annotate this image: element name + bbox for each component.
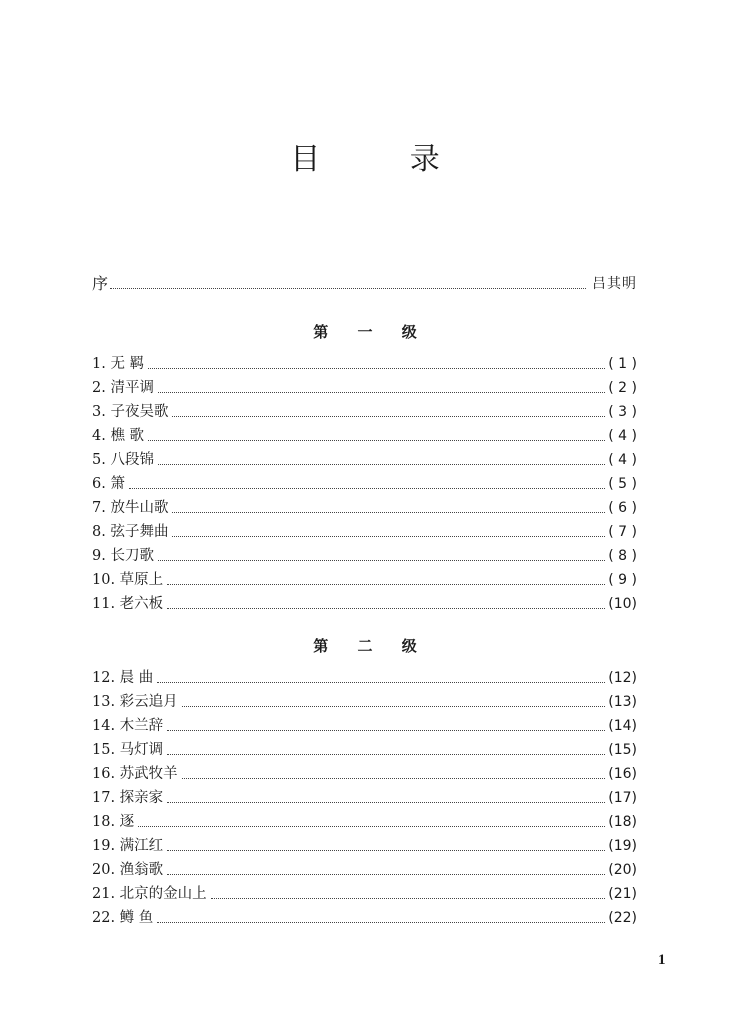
dot-leader (172, 416, 605, 417)
toc-entry[interactable] (92, 568, 637, 592)
toc-entry[interactable] (92, 810, 637, 834)
toc-entry-page: ( 5 ) (608, 476, 637, 492)
toc-entry-title: 7. 放牛山歌 (92, 500, 169, 516)
toc-entry-page: (12) (608, 670, 637, 686)
toc-entry[interactable] (92, 352, 637, 376)
toc-entry-page: (14) (608, 718, 637, 734)
toc-entry[interactable] (92, 906, 637, 930)
toc-entry[interactable] (92, 520, 637, 544)
preface-label: 序 (92, 274, 109, 293)
toc-entry-page: ( 1 ) (608, 356, 637, 372)
toc-entry[interactable] (92, 472, 637, 496)
toc-entry[interactable] (92, 882, 637, 906)
toc-entry-page: (16) (608, 766, 637, 782)
dot-leader (167, 730, 605, 731)
dot-leader (157, 922, 605, 923)
toc-entry[interactable] (92, 762, 637, 786)
toc-entry-title: 3. 子夜吴歌 (92, 404, 169, 420)
toc-entry-page: ( 4 ) (608, 452, 637, 468)
toc-entry-page: (20) (608, 862, 637, 878)
dot-leader (138, 826, 605, 827)
toc-entry-title: 6. 箫 (92, 476, 125, 492)
toc-entry[interactable] (92, 714, 637, 738)
dot-leader (167, 608, 605, 609)
toc-entry-title: 12. 晨 曲 (92, 670, 154, 686)
page-title: 目 录 (290, 142, 480, 177)
toc-entry-page: ( 8 ) (608, 548, 637, 564)
toc-entry[interactable] (92, 858, 637, 882)
toc-entry-title: 5. 八段锦 (92, 452, 154, 468)
toc-entry-page: (15) (608, 742, 637, 758)
dot-leader (211, 898, 606, 899)
page-number: 1 (658, 952, 666, 968)
toc-entry-page: (13) (608, 694, 637, 710)
section-heading-level-1: 第 一 级 (313, 323, 429, 341)
dot-leader (158, 392, 605, 393)
toc-entry-title: 2. 清平调 (92, 380, 154, 396)
dot-leader (172, 536, 605, 537)
toc-entry-title: 1. 无 羁 (92, 356, 145, 372)
dot-leader (167, 850, 605, 851)
dot-leader (167, 802, 605, 803)
toc-entry[interactable] (92, 834, 637, 858)
toc-entry[interactable] (92, 786, 637, 810)
toc-entry[interactable] (92, 592, 637, 616)
toc-entry-title: 8. 弦子舞曲 (92, 524, 169, 540)
toc-entry-page: (19) (608, 838, 637, 854)
toc-entry-page: (21) (608, 886, 637, 902)
dot-leader (172, 512, 605, 513)
preface-author: 吕其明 (592, 276, 637, 292)
toc-entry-title: 18. 逐 (92, 814, 135, 830)
dot-leader (167, 874, 605, 875)
dot-leader (148, 440, 605, 441)
toc-entry-page: ( 4 ) (608, 428, 637, 444)
toc-entry-page: (22) (608, 910, 637, 926)
dot-leader (167, 754, 605, 755)
dot-leader (110, 288, 586, 289)
toc-entry[interactable] (92, 666, 637, 690)
dot-leader (129, 488, 605, 489)
section-heading-level-2: 第 二 级 (313, 637, 429, 655)
toc-entry-title: 9. 长刀歌 (92, 548, 154, 564)
toc-entry-page: ( 3 ) (608, 404, 637, 420)
toc-entry-page: (17) (608, 790, 637, 806)
toc-entry-title: 15. 马灯调 (92, 742, 164, 758)
dot-leader (182, 778, 606, 779)
toc-entry[interactable] (92, 400, 637, 424)
dot-leader (182, 706, 606, 707)
toc-entry[interactable] (92, 544, 637, 568)
toc-entry[interactable] (92, 690, 637, 714)
toc-entry-title: 13. 彩云追月 (92, 694, 178, 710)
toc-preface-row[interactable] (92, 272, 637, 296)
toc-entry-title: 4. 樵 歌 (92, 428, 145, 444)
toc-entry[interactable] (92, 424, 637, 448)
toc-entry[interactable] (92, 376, 637, 400)
toc-entry-page: (18) (608, 814, 637, 830)
dot-leader (148, 368, 605, 369)
dot-leader (158, 464, 605, 465)
toc-entry-page: ( 6 ) (608, 500, 637, 516)
toc-entry-title: 10. 草原上 (92, 572, 164, 588)
toc-entry-title: 14. 木兰辞 (92, 718, 164, 734)
toc-entry-title: 20. 渔翁歌 (92, 862, 164, 878)
dot-leader (157, 682, 605, 683)
toc-entry-title: 11. 老六板 (92, 596, 164, 612)
toc-entry-title: 19. 满江红 (92, 838, 164, 854)
dot-leader (167, 584, 605, 585)
toc-entry[interactable] (92, 496, 637, 520)
toc-entry[interactable] (92, 738, 637, 762)
toc-entry-page: ( 2 ) (608, 380, 637, 396)
toc-entry-page: ( 9 ) (608, 572, 637, 588)
toc-entry-page: (10) (608, 596, 637, 612)
toc-entry-page: ( 7 ) (608, 524, 637, 540)
toc-entry[interactable] (92, 448, 637, 472)
toc-entry-title: 17. 探亲家 (92, 790, 164, 806)
dot-leader (158, 560, 605, 561)
toc-entry-title: 22. 鳟 鱼 (92, 910, 154, 926)
toc-entry-title: 16. 苏武牧羊 (92, 766, 178, 782)
toc-entry-title: 21. 北京的金山上 (92, 886, 207, 902)
